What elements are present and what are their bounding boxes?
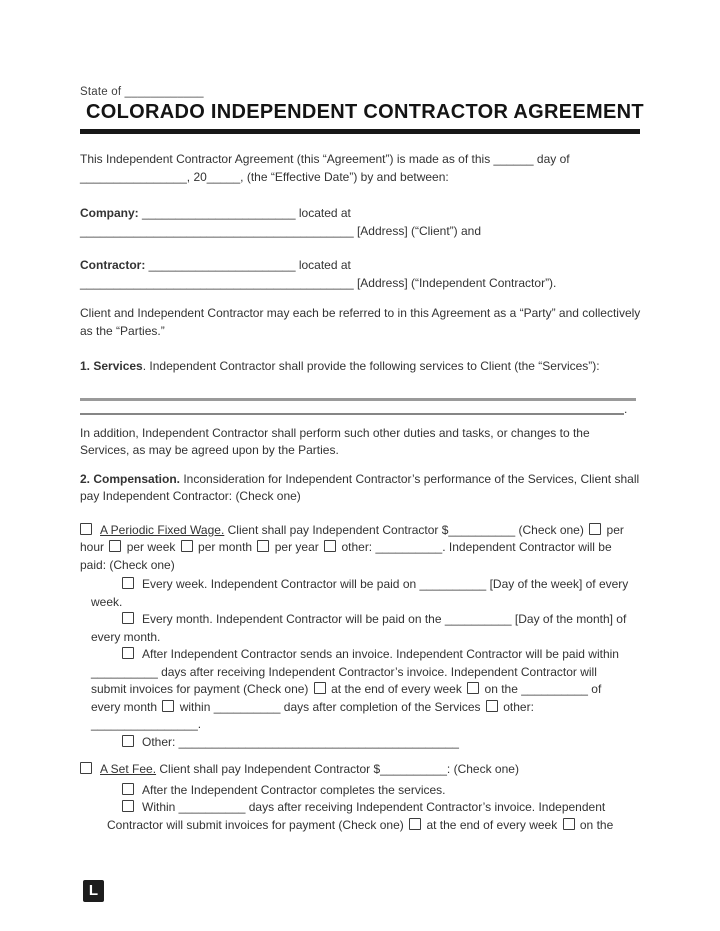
text-segment: Services, as may be agreed upon by the Parties. (80, 443, 339, 457)
pay-after-invoice-item (80, 646, 640, 734)
text-segment: _______________________ located at (142, 206, 351, 220)
text-segment: as the “Parties.” (80, 323, 165, 338)
text-segment: per month (194, 540, 256, 554)
doc-line (80, 257, 640, 275)
section-1-label: 1. Services (80, 359, 143, 373)
text-segment: Every week. Independent Contractor will be paid on __________ [Day of the week] of every (142, 577, 629, 591)
checkbox-invoice-other[interactable] (486, 700, 498, 712)
services-rule-1 (80, 386, 640, 401)
checkbox-every-week[interactable] (122, 577, 134, 589)
checkbox-per-month[interactable] (181, 540, 193, 552)
fee-within-days-item (80, 799, 640, 834)
doc-line (80, 761, 640, 779)
text-segment: Inconsideration for Independent Contractor’s performance of the Services, Client shall (180, 471, 640, 486)
text-segment: week. (91, 594, 123, 609)
doc-line (80, 425, 640, 443)
text-segment: _________________________________________ [Address] (“Client”) and (80, 223, 482, 238)
doc-line (107, 817, 640, 835)
doc-line (80, 471, 640, 489)
document-body (80, 151, 640, 834)
text-segment: In addition, Independent Contractor shall perform such other duties and tasks, or changes to the (80, 425, 590, 440)
doc-line (80, 358, 640, 376)
checkbox-setfee-on-the[interactable] (563, 818, 575, 830)
text-segment: Client shall pay Independent Contractor $__________: (Check one) (156, 762, 519, 776)
checkbox-setfee-end-of-week[interactable] (409, 818, 421, 830)
text-segment: Within __________ days after receiving Independent Contractor’s invoice. Independent (142, 800, 606, 814)
checkbox-within-days[interactable] (122, 800, 134, 812)
doc-line (91, 699, 640, 717)
logo-letter: L (88, 882, 99, 899)
text-segment: other: __________. Independent Contractor will be (338, 540, 612, 554)
checkbox-after-invoice[interactable] (122, 647, 134, 659)
checkbox-pay-other[interactable] (122, 735, 134, 747)
text-segment: _________________________________________ [Address] (“Independent Contractor”). (80, 275, 557, 290)
doc-line (80, 522, 640, 540)
text-segment: on the __________ of (481, 682, 602, 696)
rule-suffix: . (624, 401, 628, 416)
doc-line (80, 275, 640, 293)
text-segment: Other: __________________________________________ (142, 734, 459, 749)
text-segment: on the (576, 817, 614, 832)
doc-line (91, 681, 640, 699)
compensation-heading (80, 471, 640, 506)
text-segment: ______________________ located at (148, 258, 351, 272)
doc-line (80, 205, 640, 223)
checkbox-invoice-end-of-week[interactable] (314, 682, 326, 694)
periodic-fixed-wage-label: A Periodic Fixed Wage. (100, 522, 225, 537)
text-segment: every month. (91, 629, 161, 644)
checkbox-invoice-within-days[interactable] (162, 700, 174, 712)
text-segment: every month (91, 699, 161, 714)
text-segment: ________________. (91, 717, 202, 731)
doc-line (80, 442, 640, 460)
doc-line (80, 305, 640, 323)
page-title: COLORADO INDEPENDENT CONTRACTOR AGREEMENT (80, 101, 640, 134)
text-segment: Client and Independent Contractor may each be referred to in this Agreement as a “Party” and collectively (80, 306, 641, 320)
text-segment: ________________, 20_____, (the “Effective Date”) by and between: (80, 169, 449, 184)
intro-clause (80, 151, 640, 186)
text-segment: at the end of every week (423, 817, 561, 832)
doc-line (80, 539, 640, 557)
text-segment: Every month. Independent Contractor will be paid on the __________ [Day of the month] of (142, 612, 627, 626)
doc-line (122, 611, 640, 629)
doc-line (80, 557, 640, 575)
doc-line (91, 664, 640, 682)
fee-after-completion-item (80, 782, 640, 800)
set-fee-item (80, 761, 640, 779)
doc-line (80, 151, 640, 169)
checkbox-set-fee[interactable] (80, 762, 92, 774)
doc-line (122, 646, 640, 664)
checkbox-periodic-fixed-wage[interactable] (80, 523, 92, 535)
blank-fill-rule[interactable] (80, 386, 636, 401)
text-segment: submit invoices for payment (Check one) (91, 682, 312, 696)
section-2-label: 2. Compensation. (80, 471, 181, 486)
text-segment: other: (499, 699, 534, 714)
doc-line (122, 576, 640, 594)
legaltemplates-logo-icon (83, 880, 104, 902)
text-segment: paid: (Check one) (80, 557, 175, 572)
checkbox-invoice-monthly[interactable] (467, 682, 479, 694)
text-segment: Contractor will submit invoices for payment (Check one) (107, 817, 408, 832)
contractor-label: Contractor: (80, 258, 149, 272)
text-segment: per week (123, 540, 179, 554)
text-segment: hour (80, 540, 108, 554)
doc-line (91, 716, 640, 734)
text-segment: per (603, 522, 624, 537)
checkbox-per-week[interactable] (109, 540, 121, 552)
text-segment: . Independent Contractor shall provide the following services to Client (the “Services”): (142, 359, 600, 373)
checkbox-after-completion[interactable] (122, 783, 134, 795)
pay-every-week-item (80, 576, 640, 611)
pay-every-month-item (80, 611, 640, 646)
text-segment: at the end of every week (327, 682, 466, 696)
doc-line (122, 799, 640, 817)
doc-line (80, 169, 640, 187)
party-clause (80, 305, 640, 340)
text-segment: After the Independent Contractor completes the services. (142, 782, 446, 797)
doc-line (122, 734, 640, 752)
services-rule-2 (80, 401, 640, 416)
doc-line (80, 223, 640, 241)
text-segment: After Independent Contractor sends an invoice. Independent Contractor will be paid within (142, 647, 619, 661)
checkbox-every-month[interactable] (122, 612, 134, 624)
blank-fill-rule[interactable] (80, 401, 624, 415)
doc-line (122, 782, 640, 800)
text-segment: Client shall pay Independent Contractor $__________ (Check one) (224, 522, 588, 537)
doc-line (80, 323, 640, 341)
text-segment: This Independent Contractor Agreement (this “Agreement”) is made as of this ______ day of (80, 152, 570, 166)
company-clause (80, 205, 640, 240)
set-fee-label: A Set Fee. (100, 762, 157, 776)
contractor-clause (80, 257, 640, 292)
doc-line (80, 488, 640, 506)
services-heading (80, 358, 640, 376)
text-segment: within __________ days after completion of the Services (176, 699, 484, 714)
checkbox-per-hour[interactable] (589, 523, 601, 535)
company-label: Company: (80, 206, 143, 220)
checkbox-per-year[interactable] (257, 540, 269, 552)
text-segment: pay Independent Contractor: (Check one) (80, 489, 301, 503)
state-of-line: State of ____________ (80, 86, 204, 98)
text-segment: per year (271, 540, 323, 554)
periodic-fixed-wage-item (80, 522, 640, 575)
services-addendum (80, 425, 640, 460)
text-segment: __________ days after receiving Independent Contractor’s invoice. Independent Contractor will (91, 664, 597, 679)
doc-line (91, 594, 640, 612)
checkbox-other-rate[interactable] (324, 540, 336, 552)
pay-other-item (80, 734, 640, 752)
doc-line (91, 629, 640, 647)
